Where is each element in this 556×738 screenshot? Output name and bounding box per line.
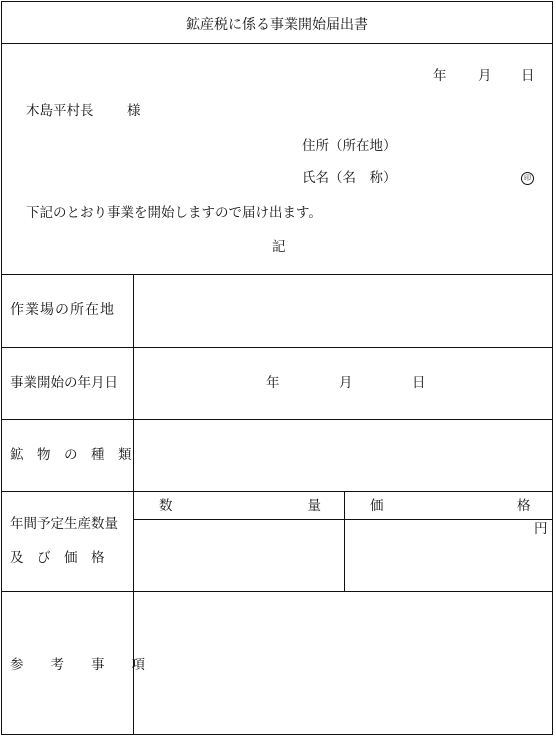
- seal-mark-icon: 印: [521, 172, 534, 185]
- price-header-left: 価: [370, 498, 384, 514]
- addressee: 木島平村長: [26, 103, 94, 119]
- row-divider: [2, 591, 552, 592]
- mineral-label: 鉱 物 の 種 類: [10, 447, 132, 463]
- row-divider: [2, 491, 552, 492]
- row-divider: [2, 419, 552, 420]
- ki-mark: 記: [272, 239, 286, 255]
- workplace-field[interactable]: [135, 276, 552, 345]
- notes-field[interactable]: [135, 593, 552, 734]
- date-month: 月: [478, 68, 492, 84]
- start-year: 年: [266, 375, 280, 391]
- production-label-line2: 及 び 価 格: [10, 550, 105, 566]
- quantity-field[interactable]: [135, 521, 342, 589]
- form-frame: [1, 1, 553, 735]
- date-year: 年: [433, 68, 447, 84]
- title-divider: [2, 43, 552, 44]
- start-date-label: 事業開始の年月日: [10, 375, 118, 391]
- quantity-price-divider: [344, 491, 345, 591]
- date-day: 日: [521, 68, 535, 84]
- start-day: 日: [412, 375, 426, 391]
- price-unit: 円: [534, 521, 548, 537]
- quantity-header: 数 量: [159, 498, 321, 514]
- statement-text: 下記のとおり事業を開始しますので届け出ます。: [26, 205, 322, 221]
- table-top-border: [2, 274, 552, 275]
- mineral-field[interactable]: [135, 421, 552, 489]
- document-title: 鉱産税に係る事業開始届出書: [186, 17, 368, 33]
- name-label: 氏名（名 称）: [302, 170, 397, 186]
- addressee-suffix: 様: [127, 103, 141, 119]
- price-field[interactable]: [346, 521, 532, 589]
- production-label-line1: 年間予定生産数量: [10, 516, 118, 532]
- start-month: 月: [339, 375, 353, 391]
- address-label: 住所（所在地）: [302, 138, 397, 154]
- production-subheader-divider: [133, 519, 552, 520]
- workplace-label: 作業場の所在地: [10, 302, 115, 318]
- price-header-right: 格: [517, 498, 531, 514]
- notes-label: 参 考 事 項: [10, 657, 145, 673]
- row-divider: [2, 347, 552, 348]
